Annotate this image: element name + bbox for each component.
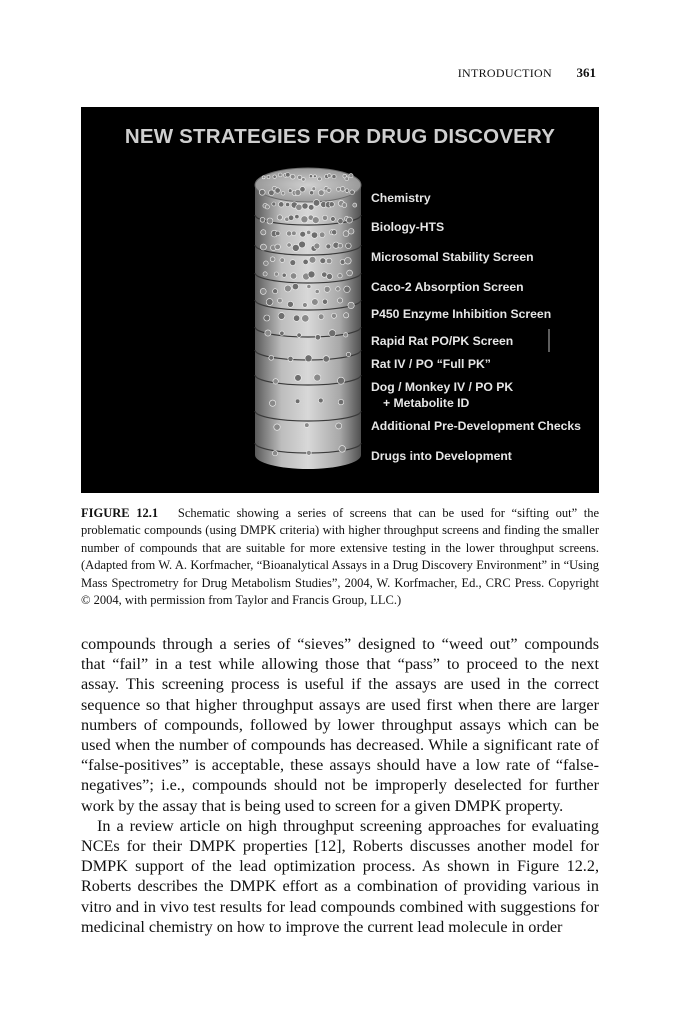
sieve-hole — [274, 424, 280, 430]
sieve-hole — [308, 271, 315, 278]
sieve-hole — [332, 313, 337, 318]
figure-drug-discovery-sieve — [81, 107, 599, 493]
stage-biology-hts: Biology-HTS — [371, 220, 445, 234]
sieve-hole — [346, 217, 352, 223]
sieve-hole — [345, 258, 352, 265]
sieve-hole — [338, 219, 343, 224]
sieve-hole — [307, 230, 311, 234]
sieve-hole — [288, 356, 293, 361]
sieve-hole — [338, 377, 345, 384]
sieve-hole — [318, 314, 324, 320]
sieve-hole — [293, 315, 299, 321]
sieve-hole — [287, 301, 293, 307]
sieve-hole — [274, 272, 278, 276]
sieve-hole — [286, 173, 291, 178]
sieve-hole — [277, 215, 282, 220]
sieve-hole — [318, 190, 324, 196]
sieve-hole — [295, 399, 300, 404]
sieve-hole — [329, 202, 334, 207]
stage-caco2-absorption: Caco-2 Absorption Screen — [371, 280, 524, 294]
sieve-hole — [315, 289, 319, 293]
sieve-hole — [303, 259, 308, 264]
sieve-hole — [288, 215, 293, 220]
sieve-hole — [344, 313, 349, 318]
sieve-hole — [273, 379, 278, 384]
sieve-hole — [278, 298, 283, 303]
stage-pre-development: Additional Pre-Development Checks — [371, 419, 581, 433]
sieve-hole — [298, 175, 302, 179]
stage-metabolite-id: + Metabolite ID — [383, 396, 470, 410]
sieve-hole — [318, 398, 323, 403]
stage-drugs-into-development: Drugs into Development — [371, 449, 512, 463]
sieve-hole — [299, 241, 306, 248]
sieve-hole — [266, 299, 273, 306]
sieve-hole — [278, 173, 282, 177]
sieve-hole — [329, 330, 336, 337]
sieve-hole — [344, 286, 350, 292]
sieve-hole — [302, 178, 306, 182]
sieve-hole — [322, 272, 327, 277]
caption-label: FIGURE 12.1 — [81, 506, 159, 520]
sieve-hole — [340, 187, 345, 192]
sieve-hole — [305, 423, 310, 428]
stage-rat-full-pk: Rat IV / PO “Full PK” — [371, 357, 491, 371]
sieve-hole — [343, 231, 349, 237]
sieve-hole — [279, 202, 284, 207]
sieve-hole — [314, 243, 320, 249]
sieve-hole — [272, 202, 276, 206]
sieve-hole — [301, 216, 308, 223]
sieve-hole — [339, 446, 346, 453]
sieve-hole — [267, 218, 273, 224]
sieve-hole — [259, 189, 265, 195]
caption-text: Schematic showing a series of screens that can be used for “sifting out” the problematic compounds (using DMPK criteria) with higher throughput screens and finding the smaller number of compounds that are suitable for more extensive testing in the lower throughput screens. (Adapted from W. A. Korfmacher, “Bioanalytical Assays in a Drug Discovery Environment” in “Using Mass Spectrometry for Drug Metabolism Studies”, 2004, W. Korfmacher, Ed., CRC Press. Copyright © 2004, with permission from Taylor and Francis Group, LLC.) — [81, 506, 600, 608]
sieve-hole — [313, 200, 320, 207]
sieve-hole — [327, 174, 331, 178]
sieve-hole — [318, 177, 322, 181]
sieve-hole — [275, 244, 281, 250]
sieve-hole — [295, 214, 299, 218]
sieve-hole — [332, 175, 336, 179]
sieve-hole — [342, 203, 347, 208]
sieve-hole — [322, 299, 327, 304]
sieve-hole — [269, 355, 274, 360]
sieve-hole — [310, 191, 314, 195]
sieve-hole — [338, 243, 343, 248]
sieve-hole — [302, 203, 308, 209]
sieve-hole — [338, 399, 343, 404]
sieve-hole — [260, 217, 265, 222]
sieve-hole — [344, 333, 348, 337]
sieve-hole — [338, 274, 342, 278]
sieve-hole — [264, 261, 269, 266]
sieve-hole — [287, 243, 291, 247]
sieve-hole — [346, 352, 350, 356]
sieve-hole — [261, 230, 266, 235]
sieve-hole — [337, 187, 341, 191]
sieve-hole — [307, 451, 312, 456]
sieve-hole — [324, 286, 330, 292]
sieve-hole — [295, 375, 302, 382]
sieve-hole — [290, 260, 296, 266]
sieve-hole — [273, 289, 278, 294]
sieve-hole — [350, 190, 355, 195]
sieve-hole — [288, 189, 292, 193]
sieve-hole — [273, 175, 276, 178]
sieve-hole — [286, 203, 290, 207]
sieve-hole — [270, 400, 276, 406]
sieve-hole — [280, 258, 285, 263]
sieve-hole — [292, 244, 299, 251]
sieve-hole — [348, 302, 354, 308]
sieve-cylinder-illustration — [81, 107, 599, 493]
sieve-hole — [326, 244, 331, 249]
stage-rapid-rat-pk: Rapid Rat PO/PK Screen — [371, 334, 514, 348]
sieve-hole — [313, 175, 316, 178]
sieve-hole — [265, 205, 269, 209]
sieve-hole — [305, 355, 312, 362]
sieve-hole — [320, 258, 326, 264]
sieve-hole — [307, 284, 311, 288]
sieve-hole — [323, 356, 329, 362]
sieve-hole — [270, 257, 275, 262]
sieve-hole — [290, 273, 296, 279]
sieve-hole — [311, 232, 317, 238]
sieve-hole — [331, 217, 336, 222]
sieve-hole — [287, 231, 292, 236]
sieve-hole — [262, 176, 265, 179]
stage-microsomal-stability: Microsomal Stability Screen — [371, 250, 534, 264]
figure-title: NEW STRATEGIES FOR DRUG DISCOVERY — [124, 125, 556, 148]
sieve-hole — [349, 174, 353, 178]
sieve-hole — [319, 232, 325, 238]
sieve-hole — [347, 270, 353, 276]
sieve-hole — [282, 273, 286, 277]
sieve-hole — [303, 303, 308, 308]
sieve-hole — [292, 231, 297, 236]
sieve-hole — [267, 176, 270, 179]
sieve-hole — [280, 331, 284, 335]
sieve-hole — [345, 177, 349, 181]
sieve-hole — [346, 243, 352, 249]
sieve-hole — [308, 205, 314, 211]
sieve-hole — [265, 330, 271, 336]
sieve-hole — [296, 204, 302, 210]
sieve-hole — [275, 231, 280, 236]
sieve-hole — [292, 283, 298, 289]
sieve-hole — [353, 203, 357, 207]
sieve-hole — [315, 335, 320, 340]
sieve-hole — [332, 230, 337, 235]
sieve-hole — [322, 215, 327, 220]
sieve-hole — [302, 315, 309, 322]
stage-chemistry: Chemistry — [371, 191, 431, 205]
body-text — [81, 634, 599, 937]
sieve-hole — [312, 299, 319, 306]
sieve-hole — [290, 174, 295, 179]
sieve-hole — [312, 187, 316, 191]
stage-dog-monkey-pk: Dog / Monkey IV / PO PK — [371, 380, 514, 394]
sieve-hole — [281, 192, 285, 196]
page-number: 361 — [576, 65, 596, 80]
sieve-hole — [348, 229, 354, 235]
running-title: INTRODUCTION — [457, 66, 552, 80]
sieve-hole — [327, 188, 331, 192]
body-paragraph-1: compounds through a series of “sieves” designed to “weed out” compounds that “fail” in a test while allowing those that “pass” to proceed to the next assay. This screening process is useful if the assays are used in the correct sequence so that higher throughput assays are used first when there are larger numbers of compounds, followed by lower throughput assays which can be used when the number of compounds has decreased. While a significant rate of “false-positives” is acceptable, these assays should have a low rate of “false-negatives”; i.e., compounds should not be improperly deselected for further work by the assay that is being used to screen for a given DMPK property. — [81, 635, 599, 815]
sieve-hole — [345, 189, 349, 193]
sieve-hole — [264, 315, 270, 321]
sieve-hole — [275, 188, 280, 193]
sieve-hole — [309, 175, 312, 178]
sieve-hole — [260, 244, 266, 250]
sieve-hole — [263, 272, 267, 276]
sieve-hole — [336, 287, 340, 291]
sieve-hole — [327, 274, 333, 280]
sieve-hole — [300, 231, 306, 237]
sieve-hole — [314, 374, 321, 381]
running-header — [0, 66, 678, 84]
sieve-hole — [338, 298, 343, 303]
sieve-hole — [312, 217, 319, 224]
sieve-hole — [336, 423, 342, 429]
sieve-hole — [326, 258, 332, 264]
figure-caption — [81, 505, 599, 609]
sieve-hole — [300, 187, 305, 192]
sieve-hole — [309, 256, 316, 263]
sieve-hole — [285, 285, 292, 292]
sieve-hole — [297, 333, 301, 337]
sieve-hole — [260, 288, 266, 294]
sieve-hole — [278, 313, 285, 320]
body-paragraph-2: In a review article on high throughput screening approaches for evaluating NCEs for their DMPK properties [12], Roberts discusses another model for DMPK support of the lead optimization process. As shown in Figure 12.2, Roberts describes the DMPK effort as a combination of providing various in vitro and in vivo test results for lead compounds combined with suggestions for medicinal chemistry on how to improve the current lead molecule in order — [81, 816, 599, 936]
sieve-hole — [272, 451, 277, 456]
stage-p450-inhibition: P450 Enzyme Inhibition Screen — [371, 307, 552, 321]
